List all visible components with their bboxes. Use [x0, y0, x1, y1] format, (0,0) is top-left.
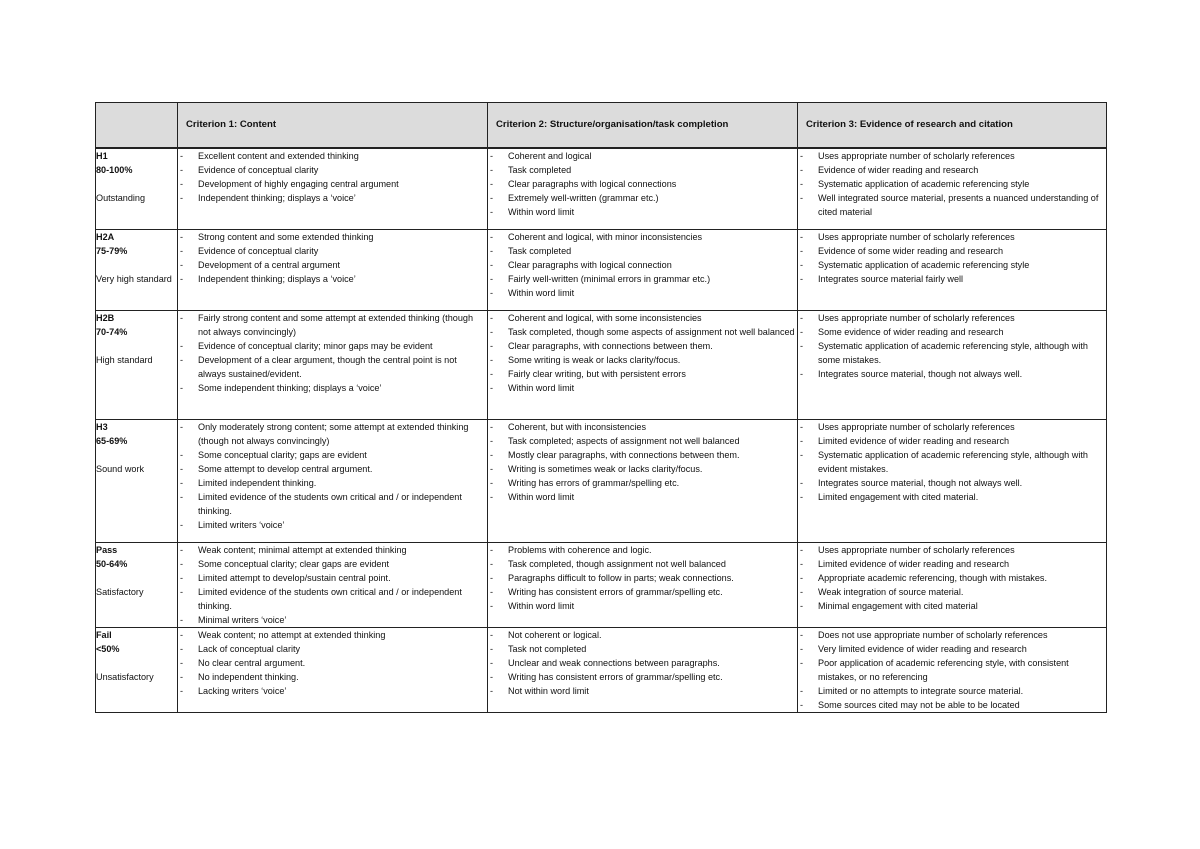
- criterion-3-cell: [798, 230, 1107, 311]
- criterion-item: - Integrates source material fairly well: [798, 272, 1106, 286]
- grade-name: H2A: [96, 232, 115, 242]
- criterion-item: - Coherent and logical, with minor inconsistencies: [488, 230, 797, 244]
- criterion-item: - Not within word limit: [488, 684, 797, 698]
- criterion-item: - Uses appropriate number of scholarly references: [798, 420, 1106, 434]
- criterion-1-cell: [178, 420, 488, 543]
- criterion-item: - Strong content and some extended thinking: [178, 230, 487, 244]
- criterion-item: - Lacking writers ‘voice’: [178, 684, 487, 698]
- grade-cell: [96, 420, 178, 543]
- grade-cell: [96, 148, 178, 230]
- criterion-item: - Limited evidence of the students own critical and / or independent thinking.: [178, 585, 487, 613]
- criterion-item: - Systematic application of academic referencing style: [798, 177, 1106, 191]
- grade-range: 65-69%: [96, 436, 128, 446]
- criterion-item: - Fairly clear writing, but with persistent errors: [488, 367, 797, 381]
- criterion-item: - Some attempt to develop central argument.: [178, 462, 487, 476]
- criterion-item: - Minimal writers ‘voice’: [178, 613, 487, 627]
- criterion-list: [178, 149, 487, 205]
- grade-descriptor: Unsatisfactory: [96, 672, 154, 682]
- criterion-2-cell: [488, 311, 798, 420]
- criterion-item: - Systematic application of academic referencing style, although with evident mistakes.: [798, 448, 1106, 476]
- criterion-1-cell: [178, 628, 488, 713]
- grade-range: 70-74%: [96, 327, 128, 337]
- criterion-item: - Clear paragraphs with logical connections: [488, 177, 797, 191]
- criterion-list: [178, 311, 487, 395]
- criterion-item: - Clear paragraphs, with connections between them.: [488, 339, 797, 353]
- criterion-item: - Uses appropriate number of scholarly references: [798, 543, 1106, 557]
- criterion-list: [178, 628, 487, 698]
- criterion-item: - Writing has errors of grammar/spelling etc.: [488, 476, 797, 490]
- criterion-item: - Some evidence of wider reading and research: [798, 325, 1106, 339]
- criterion-item: - Fairly strong content and some attempt at extended thinking (though not always convincingly): [178, 311, 487, 339]
- criterion-list: [488, 230, 797, 300]
- criterion-item: - Task completed: [488, 244, 797, 258]
- criterion-list: [488, 311, 797, 395]
- criterion-item: - Task completed, though some aspects of assignment not well balanced: [488, 325, 797, 339]
- criterion-item: - Uses appropriate number of scholarly references: [798, 311, 1106, 325]
- grade-row-h3: [96, 420, 1107, 543]
- criterion-item: - Clear paragraphs with logical connection: [488, 258, 797, 272]
- grade-descriptor: Satisfactory: [96, 587, 144, 597]
- criterion-item: - Excellent content and extended thinking: [178, 149, 487, 163]
- criterion-list: [798, 311, 1106, 381]
- criterion-item: - Development of a central argument: [178, 258, 487, 272]
- criterion-2-header: Criterion 2: Structure/organisation/task completion: [488, 103, 798, 149]
- criterion-list: [488, 628, 797, 698]
- criterion-item: - Coherent, but with inconsistencies: [488, 420, 797, 434]
- criterion-item: - Weak content; no attempt at extended thinking: [178, 628, 487, 642]
- criterion-item: - Systematic application of academic referencing style, although with some mistakes.: [798, 339, 1106, 367]
- criterion-item: - Integrates source material, though not always well.: [798, 367, 1106, 381]
- grade-descriptor: Sound work: [96, 464, 145, 474]
- criterion-3-header: Criterion 3: Evidence of research and citation: [798, 103, 1107, 149]
- criterion-item: - Coherent and logical, with some inconsistencies: [488, 311, 797, 325]
- criterion-item: - Evidence of conceptual clarity: [178, 163, 487, 177]
- criterion-item: - Evidence of wider reading and research: [798, 163, 1106, 177]
- criterion-item: - Extremely well-written (grammar etc.): [488, 191, 797, 205]
- criterion-item: - Development of highly engaging central argument: [178, 177, 487, 191]
- grade-cell: [96, 543, 178, 628]
- criterion-item: - Independent thinking; displays a ‘voice’: [178, 272, 487, 286]
- grade-name: H2B: [96, 313, 115, 323]
- criterion-item: - Integrates source material, though not always well.: [798, 476, 1106, 490]
- criterion-list: [798, 628, 1106, 712]
- criterion-item: - Does not use appropriate number of scholarly references: [798, 628, 1106, 642]
- criterion-item: - Within word limit: [488, 599, 797, 613]
- criterion-2-cell: [488, 230, 798, 311]
- grade-row-h1: [96, 148, 1107, 230]
- criterion-item: - Not coherent or logical.: [488, 628, 797, 642]
- criterion-list: [798, 543, 1106, 613]
- criterion-3-cell: [798, 311, 1107, 420]
- grade-name: Fail: [96, 630, 112, 640]
- marking-rubric-table: [95, 102, 1107, 713]
- criterion-item: - Evidence of conceptual clarity: [178, 244, 487, 258]
- criterion-2-cell: [488, 543, 798, 628]
- criterion-1-cell: [178, 543, 488, 628]
- criterion-item: - Paragraphs difficult to follow in parts; weak connections.: [488, 571, 797, 585]
- criterion-item: - Task not completed: [488, 642, 797, 656]
- criterion-item: - Well integrated source material, presents a nuanced understanding of cited material: [798, 191, 1106, 219]
- criterion-item: - Writing has consistent errors of grammar/spelling etc.: [488, 585, 797, 599]
- criterion-item: - Limited evidence of wider reading and research: [798, 434, 1106, 448]
- criterion-item: - Uses appropriate number of scholarly references: [798, 230, 1106, 244]
- grade-descriptor: Very high standard: [96, 274, 172, 284]
- criterion-item: - Task completed: [488, 163, 797, 177]
- criterion-list: [798, 420, 1106, 504]
- rubric-body: [96, 148, 1107, 713]
- grade-cell: [96, 311, 178, 420]
- criterion-item: - Limited evidence of wider reading and research: [798, 557, 1106, 571]
- criterion-item: - Some sources cited may not be able to be located: [798, 698, 1106, 712]
- criterion-1-header: Criterion 1: Content: [178, 103, 488, 149]
- criterion-list: [178, 543, 487, 627]
- criterion-1-cell: [178, 230, 488, 311]
- grade-name: H3: [96, 422, 108, 432]
- grade-range: 80-100%: [96, 165, 133, 175]
- criterion-item: - Within word limit: [488, 381, 797, 395]
- criterion-item: - Some conceptual clarity; clear gaps are evident: [178, 557, 487, 571]
- criterion-2-cell: [488, 148, 798, 230]
- grade-cell: [96, 230, 178, 311]
- criterion-list: [178, 230, 487, 286]
- criterion-item: - Mostly clear paragraphs, with connections between them.: [488, 448, 797, 462]
- grade-name: H1: [96, 151, 108, 161]
- criterion-item: - Limited writers ‘voice’: [178, 518, 487, 532]
- criterion-list: [488, 543, 797, 613]
- criterion-item: - Independent thinking; displays a ‘voice’: [178, 191, 487, 205]
- criterion-item: - Very limited evidence of wider reading and research: [798, 642, 1106, 656]
- criterion-item: - Limited engagement with cited material.: [798, 490, 1106, 504]
- criterion-item: - Limited or no attempts to integrate source material.: [798, 684, 1106, 698]
- criterion-item: - Appropriate academic referencing, though with mistakes.: [798, 571, 1106, 585]
- criterion-list: [798, 149, 1106, 219]
- criterion-item: - Uses appropriate number of scholarly references: [798, 149, 1106, 163]
- criterion-item: - Limited attempt to develop/sustain central point.: [178, 571, 487, 585]
- criterion-item: - No independent thinking.: [178, 670, 487, 684]
- grade-row-h2a: [96, 230, 1107, 311]
- grade-range: 75-79%: [96, 246, 128, 256]
- criterion-item: - Limited evidence of the students own critical and / or independent thinking.: [178, 490, 487, 518]
- criterion-item: - Some writing is weak or lacks clarity/focus.: [488, 353, 797, 367]
- criterion-item: - Limited independent thinking.: [178, 476, 487, 490]
- criterion-item: - Fairly well-written (minimal errors in grammar etc.): [488, 272, 797, 286]
- grade-column-header: [96, 103, 178, 149]
- criterion-list: [798, 230, 1106, 286]
- criterion-item: - Within word limit: [488, 205, 797, 219]
- criterion-item: - Some conceptual clarity; gaps are evident: [178, 448, 487, 462]
- grade-row-h2b: [96, 311, 1107, 420]
- criterion-item: - Weak integration of source material.: [798, 585, 1106, 599]
- criterion-item: - No clear central argument.: [178, 656, 487, 670]
- criterion-item: - Writing is sometimes weak or lacks clarity/focus.: [488, 462, 797, 476]
- criterion-list: [488, 420, 797, 504]
- criterion-item: - Development of a clear argument, though the central point is not always sustained/evident.: [178, 353, 487, 381]
- criterion-item: - Evidence of some wider reading and research: [798, 244, 1106, 258]
- grade-descriptor: Outstanding: [96, 193, 146, 203]
- criterion-item: - Systematic application of academic referencing style: [798, 258, 1106, 272]
- criterion-3-cell: [798, 543, 1107, 628]
- criterion-item: - Task completed; aspects of assignment not well balanced: [488, 434, 797, 448]
- criterion-item: - Lack of conceptual clarity: [178, 642, 487, 656]
- criterion-item: - Problems with coherence and logic.: [488, 543, 797, 557]
- criterion-1-cell: [178, 311, 488, 420]
- criterion-item: - Unclear and weak connections between paragraphs.: [488, 656, 797, 670]
- criterion-3-cell: [798, 148, 1107, 230]
- criterion-item: - Minimal engagement with cited material: [798, 599, 1106, 613]
- grade-descriptor: High standard: [96, 355, 153, 365]
- grade-range: 50-64%: [96, 559, 128, 569]
- criterion-item: - Only moderately strong content; some attempt at extended thinking (though not always convincingly): [178, 420, 487, 448]
- criterion-item: - Within word limit: [488, 286, 797, 300]
- criterion-2-cell: [488, 628, 798, 713]
- criterion-3-cell: [798, 628, 1107, 713]
- criterion-2-cell: [488, 420, 798, 543]
- criterion-3-cell: [798, 420, 1107, 543]
- criterion-item: - Writing has consistent errors of grammar/spelling etc.: [488, 670, 797, 684]
- criterion-item: - Weak content; minimal attempt at extended thinking: [178, 543, 487, 557]
- grade-row-fail: [96, 628, 1107, 713]
- criterion-item: - Poor application of academic referencing style, with consistent mistakes, or no referencing: [798, 656, 1106, 684]
- criterion-item: - Task completed, though assignment not well balanced: [488, 557, 797, 571]
- criterion-item: - Within word limit: [488, 490, 797, 504]
- grade-range: <50%: [96, 644, 120, 654]
- criterion-list: [178, 420, 487, 532]
- grade-name: Pass: [96, 545, 118, 555]
- grade-row-pass: [96, 543, 1107, 628]
- header-row: [96, 103, 1107, 149]
- criterion-list: [488, 149, 797, 219]
- grade-cell: [96, 628, 178, 713]
- criterion-item: - Some independent thinking; displays a ‘voice’: [178, 381, 487, 395]
- criterion-item: - Evidence of conceptual clarity; minor gaps may be evident: [178, 339, 487, 353]
- criterion-1-cell: [178, 148, 488, 230]
- criterion-item: - Coherent and logical: [488, 149, 797, 163]
